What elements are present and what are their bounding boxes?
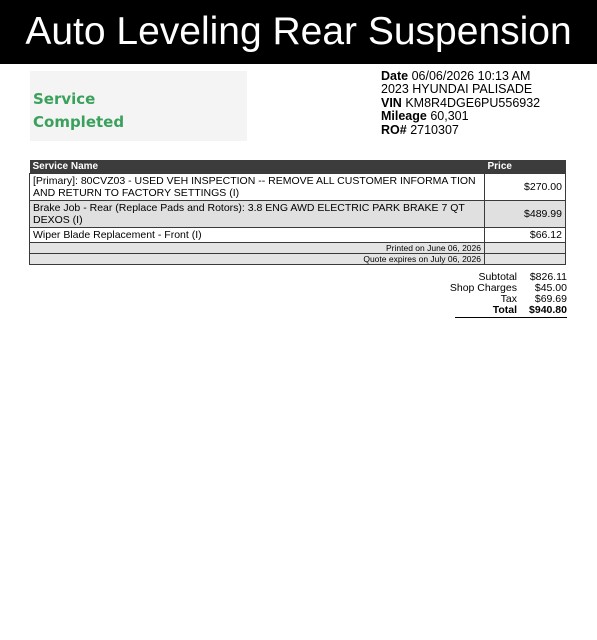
shop-charges-value: $45.00 [534, 282, 567, 294]
date-value: 06/06/2026 10:13 AM [411, 69, 531, 83]
vin-label: VIN [381, 95, 402, 110]
tax-label: Tax [500, 293, 517, 305]
status-line-2: Completed [33, 113, 125, 131]
ro-row [381, 124, 540, 137]
mileage-row [381, 110, 540, 123]
status-line-1: Service [33, 90, 96, 108]
date-label: Date [381, 69, 409, 83]
quote-expiry: Quote expires on July 06, 2026 [30, 254, 485, 265]
service-cell: Wiper Blade Replacement - Front (I) [30, 228, 485, 243]
service-cell: Brake Job - Rear (Replace Pads and Rotors): 3.8 ENG AWD ELECTRIC PARK BRAKE 7 QT DEXOS (I) [30, 201, 485, 228]
page-title: Auto Leveling Rear Suspension [25, 10, 572, 53]
title-banner [0, 0, 597, 64]
table-header-row [30, 160, 566, 174]
expires-row [30, 254, 566, 265]
mileage-value: 60,301 [430, 109, 469, 124]
table-row [30, 174, 566, 201]
service-name-header: Service Name [30, 160, 485, 174]
price-header: Price [485, 160, 566, 174]
vehicle-model: 2023 HYUNDAI PALISADE [381, 82, 533, 97]
printed-date: Printed on June 06, 2026 [30, 243, 485, 254]
mileage-label: Mileage [381, 109, 427, 124]
ro-label: RO# [381, 122, 407, 137]
totals-block [436, 272, 567, 318]
total-underline [455, 317, 567, 318]
total-label: Total [492, 304, 517, 316]
vin-row [381, 97, 540, 110]
price-cell: $270.00 [485, 174, 566, 201]
date-row [381, 70, 540, 83]
empty-cell [485, 243, 566, 254]
shop-charges-label: Shop Charges [449, 282, 517, 294]
price-cell: $489.99 [485, 201, 566, 228]
ro-value: 2710307 [410, 122, 459, 137]
vin-value: KM8R4DGE6PU556932 [405, 95, 541, 110]
services-table [29, 160, 566, 265]
total-value: $940.80 [529, 304, 567, 316]
service-cell: [Primary]: 80CVZ03 - USED VEH INSPECTION -- REMOVE ALL CUSTOMER INFORMA TION AND RETURN TO FACTORY SETTINGS (I) [30, 174, 485, 201]
table-row [30, 201, 566, 228]
table-row [30, 228, 566, 243]
empty-cell [485, 254, 566, 265]
subtotal-value: $826.11 [529, 271, 567, 283]
subtotal-label: Subtotal [478, 271, 517, 283]
printed-row [30, 243, 566, 254]
tax-value: $69.69 [534, 293, 567, 305]
total-row [436, 305, 567, 316]
vehicle-info [381, 70, 540, 137]
price-cell: $66.12 [485, 228, 566, 243]
